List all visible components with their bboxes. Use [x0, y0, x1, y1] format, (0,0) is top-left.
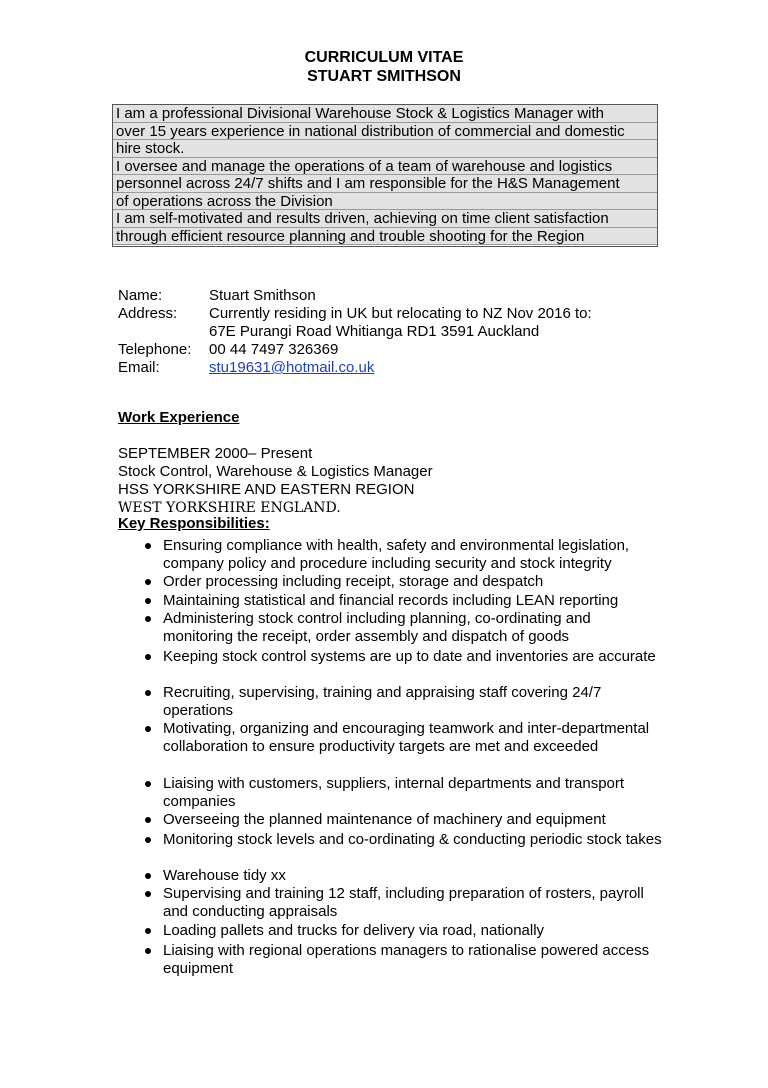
address-line-2: 67E Purangi Road Whitianga RD1 3591 Auckland	[209, 323, 540, 340]
summary-line: personnel across 24/7 shifts and I am responsible for the H&S Management	[113, 175, 657, 193]
list-item-text: Liaising with customers, suppliers, internal departments and transport companies	[163, 775, 625, 810]
summary-line: hire stock.	[113, 140, 657, 158]
name-value: Stuart Smithson	[209, 287, 316, 304]
bullet-icon	[145, 781, 151, 787]
address-label: Address:	[118, 305, 178, 322]
bullet-icon	[145, 654, 151, 660]
bullet-icon	[145, 579, 151, 585]
list-item-text: Monitoring stock levels and co-ordinating & conducting periodic stock takes	[163, 831, 662, 848]
bullet-icon	[145, 690, 151, 696]
list-item-text: Warehouse tidy xx	[163, 867, 286, 884]
bullet-icon	[145, 873, 151, 879]
name-label: Name:	[118, 287, 163, 304]
job-dates: SEPTEMBER 2000– Present	[118, 445, 313, 462]
summary-line: of operations across the Division	[113, 193, 657, 211]
bullet-icon	[145, 928, 151, 934]
list-item-text: Liaising with regional operations managers to rationalise powered access equipment	[163, 942, 650, 977]
bullet-icon	[145, 598, 151, 604]
job-role: Stock Control, Warehouse & Logistics Manager	[118, 463, 433, 480]
list-item-text: Order processing including receipt, storage and despatch	[163, 573, 544, 590]
bullet-icon	[145, 837, 151, 843]
bullet-icon	[145, 616, 151, 622]
candidate-name-title: STUART SMITHSON	[307, 68, 461, 85]
list-item-text: Motivating, organizing and encouraging teamwork and inter-departmental collaboration to ensure productivity targets are met and exceeded	[163, 720, 650, 755]
list-item-text: Keeping stock control systems are up to date and inventories are accurate	[163, 648, 656, 665]
summary-line: over 15 years experience in national distribution of commercial and domestic	[113, 123, 657, 141]
telephone-value: 00 44 7497 326369	[209, 341, 339, 358]
telephone-label: Telephone:	[118, 341, 192, 358]
list-item-text: Ensuring compliance with health, safety and environmental legislation, company policy and procedure including security and stock integrity	[163, 537, 630, 572]
list-item-text: Loading pallets and trucks for delivery via road, nationally	[163, 922, 545, 939]
list-item-text: Recruiting, supervising, training and appraising staff covering 24/7 operations	[163, 684, 602, 719]
work-experience-heading: Work Experience	[118, 409, 240, 426]
email-label: Email:	[118, 359, 160, 376]
bullet-icon	[145, 726, 151, 732]
summary-line: I oversee and manage the operations of a team of warehouse and logistics	[113, 158, 657, 176]
summary-line: through efficient resource planning and trouble shooting for the Region	[113, 228, 657, 246]
bullet-icon	[145, 543, 151, 549]
list-item-text: Overseeing the planned maintenance of machinery and equipment	[163, 811, 606, 828]
list-item-text: Maintaining statistical and financial records including LEAN reporting	[163, 592, 619, 609]
bullet-icon	[145, 891, 151, 897]
job-company: HSS YORKSHIRE AND EASTERN REGION	[118, 481, 415, 498]
document-title: CURRICULUM VITAE	[304, 49, 464, 66]
profile-summary-box	[112, 104, 658, 247]
email-link[interactable]: stu19631@hotmail.co.uk	[209, 359, 375, 376]
bullet-icon	[145, 817, 151, 823]
summary-line: I am a professional Divisional Warehouse Stock & Logistics Manager with	[113, 105, 657, 123]
key-responsibilities-heading: Key Responsibilities:	[118, 515, 270, 532]
list-item-text: Administering stock control including planning, co-ordinating and monitoring the receipt, order assembly and dispatch of goods	[163, 610, 591, 645]
list-item-text: Supervising and training 12 staff, including preparation of rosters, payroll and conducting appraisals	[163, 885, 644, 920]
job-location: WEST YORKSHIRE ENGLAND.	[118, 500, 341, 516]
summary-line: I am self-motivated and results driven, achieving on time client satisfaction	[113, 210, 657, 228]
address-line-1: Currently residing in UK but relocating to NZ Nov 2016 to:	[209, 305, 592, 322]
bullet-icon	[145, 948, 151, 954]
